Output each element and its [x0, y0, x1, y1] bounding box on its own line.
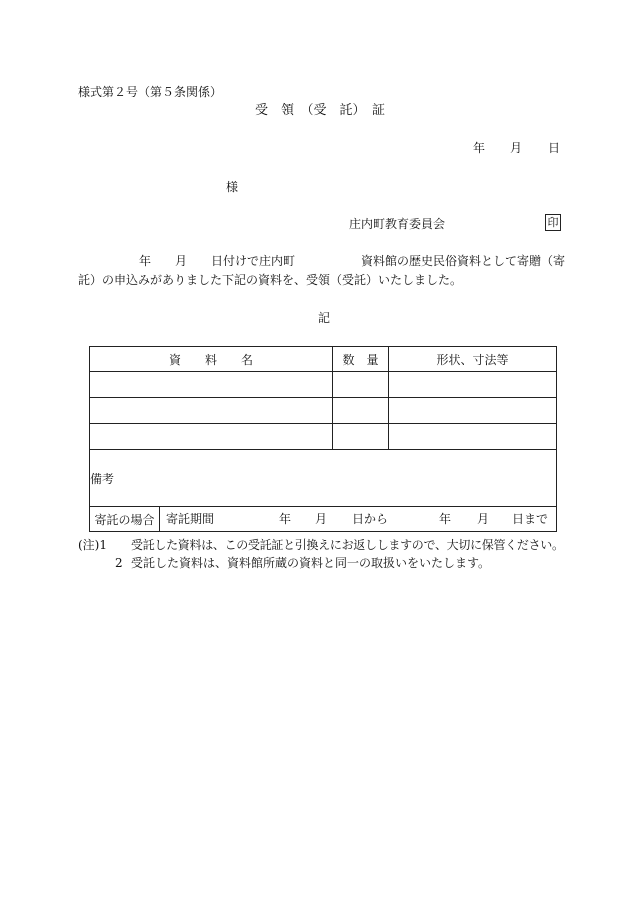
ki-heading: 記: [318, 311, 331, 325]
note-text: 受託した資料は、この受託証と引換えにお返ししますので、大切に保管ください。: [131, 538, 564, 552]
body-month: 月: [175, 254, 188, 268]
note-text: 受託した資料は、資料館所蔵の資料と同一の取扱いをいたします。: [131, 556, 491, 570]
table-row: [90, 398, 557, 424]
table-row: [90, 424, 557, 450]
header-name: 資 料 名: [90, 347, 333, 372]
consignment-from-year: 年: [279, 512, 292, 526]
body-day-suffix: 日付けで庄内町: [211, 254, 296, 268]
consignment-period-label: 寄託期間: [166, 512, 215, 526]
date-year: 年: [473, 141, 486, 155]
date-month: 月: [510, 141, 523, 155]
row-quantity-cell[interactable]: [333, 398, 389, 424]
body-year: 年: [139, 254, 152, 268]
remarks-cell[interactable]: [90, 450, 557, 507]
consignment-row: [90, 507, 557, 532]
issuer-name: 庄内町教育委員会: [349, 217, 446, 231]
row-name-cell[interactable]: [90, 424, 333, 450]
record-table: [89, 346, 557, 532]
remarks-label: 備考: [90, 471, 115, 486]
header-shape: 形状、寸法等: [389, 347, 557, 372]
body-text-line2: 託）の申込みがありました下記の資料を、受領（受託）いたしました。: [78, 273, 463, 287]
note-prefix: 2: [115, 556, 123, 570]
row-shape-cell[interactable]: [389, 372, 557, 398]
seal-mark: 印: [545, 214, 561, 231]
date-day: 日: [548, 141, 561, 155]
row-shape-cell[interactable]: [389, 398, 557, 424]
form-number: 様式第２号（第５条関係）: [78, 85, 223, 99]
consignment-period-cell[interactable]: [160, 507, 557, 532]
body-text-line1: 資料館の歴史民俗資料として寄贈（寄: [361, 254, 566, 268]
note-prefix: (注)1: [78, 538, 107, 552]
consignment-from-day: 日から: [352, 512, 389, 526]
table-header-row: [90, 347, 557, 372]
row-name-cell[interactable]: [90, 372, 333, 398]
consignment-to-year: 年: [439, 512, 452, 526]
row-name-cell[interactable]: [90, 398, 333, 424]
header-quantity: 数 量: [333, 347, 389, 372]
row-shape-cell[interactable]: [389, 424, 557, 450]
row-quantity-cell[interactable]: [333, 424, 389, 450]
remarks-row: [90, 450, 557, 507]
row-quantity-cell[interactable]: [333, 372, 389, 398]
table-row: [90, 372, 557, 398]
document-title: 受 領 （受 託） 証: [255, 103, 386, 118]
consignment-from-month: 月: [315, 512, 328, 526]
consignment-to-month: 月: [477, 512, 490, 526]
consignment-to-day: 日まで: [512, 512, 549, 526]
consignment-label: 寄託の場合: [90, 507, 160, 532]
addressee-suffix: 様: [226, 180, 239, 194]
